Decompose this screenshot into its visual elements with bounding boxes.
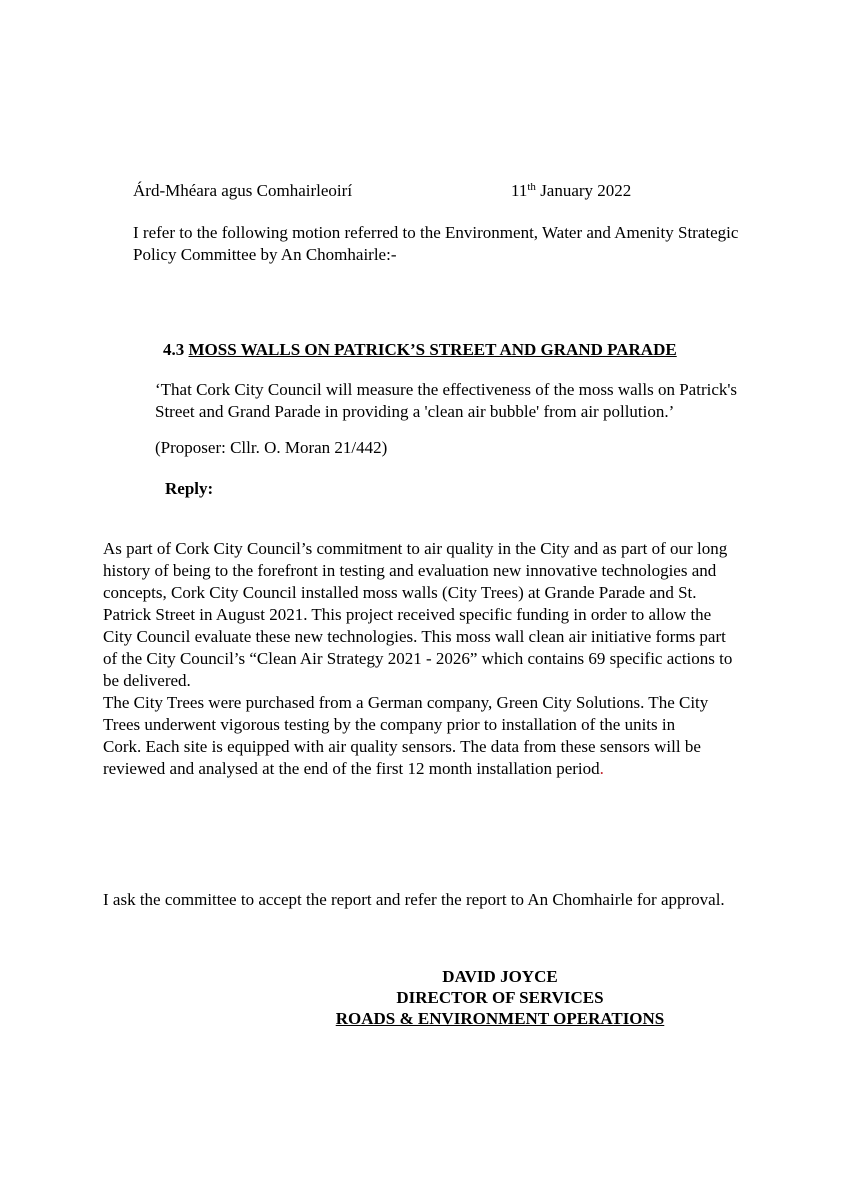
- reply-line: be delivered.: [103, 671, 191, 690]
- motion-line: ‘That Cork City Council will measure the effectiveness of the moss walls on Patrick's: [155, 380, 738, 399]
- signatory-title: DIRECTOR OF SERVICES: [396, 988, 604, 1007]
- closing-statement: I ask the committee to accept the report and refer the report to An Chomhairle for approval.: [103, 890, 725, 909]
- reply-last-punct: .: [599, 759, 604, 778]
- motion-line: Street and Grand Parade in providing a 'clean air bubble' from air pollution.’: [155, 402, 675, 421]
- reply-paragraph-2: [103, 692, 763, 780]
- reply-line: Trees underwent vigorous testing by the company prior to installation of the units in: [103, 715, 676, 734]
- signatory-name: DAVID JOYCE: [442, 967, 558, 986]
- reply-label: Reply:: [165, 479, 214, 498]
- reply-line: concepts, Cork City Council installed moss walls (City Trees) at Grande Parade and St.: [103, 583, 697, 602]
- intro-line: I refer to the following motion referred to the Environment, Water and Amenity Strategic: [133, 223, 739, 242]
- reply-line-last: [103, 758, 763, 780]
- reply-last-text: reviewed and analysed at the end of the first 12 month installation period: [103, 759, 600, 778]
- reply-line: history of being to the forefront in testing and evaluation new innovative technologies and: [103, 561, 717, 580]
- letter-date: [511, 181, 631, 201]
- motion-heading: [163, 340, 677, 360]
- intro-line: Policy Committee by An Chomhairle:-: [133, 245, 397, 264]
- date-month-year: January 2022: [535, 181, 632, 200]
- reply-line: of the City Council’s “Clean Air Strategy 2021 - 2026” which contains 69 specific actions to: [103, 649, 733, 668]
- motion-text: [155, 379, 755, 423]
- intro-paragraph: [133, 222, 793, 266]
- reply-line: Cork. Each site is equipped with air quality sensors. The data from these sensors will be: [103, 737, 701, 756]
- reply-line: The City Trees were purchased from a German company, Green City Solutions. The City: [103, 693, 709, 712]
- reply-line: City Council evaluate these new technologies. This moss wall clean air initiative forms part: [103, 627, 726, 646]
- proposer: (Proposer: Cllr. O. Moran 21/442): [155, 438, 388, 457]
- date-day: 11: [511, 181, 528, 200]
- reply-line: Patrick Street in August 2021. This project received specific funding in order to allow the: [103, 605, 712, 624]
- signatory-department: ROADS & ENVIRONMENT OPERATIONS: [335, 1009, 665, 1028]
- reply-line: As part of Cork City Council’s commitment to air quality in the City and as part of our long: [103, 539, 728, 558]
- reply-paragraph-1: [103, 538, 763, 692]
- motion-number: 4.3: [163, 340, 185, 359]
- salutation: Árd-Mhéara agus Comhairleoirí: [133, 181, 353, 200]
- date-suffix: th: [527, 181, 536, 193]
- motion-title: MOSS WALLS ON PATRICK’S STREET AND GRAND PARADE: [188, 340, 677, 359]
